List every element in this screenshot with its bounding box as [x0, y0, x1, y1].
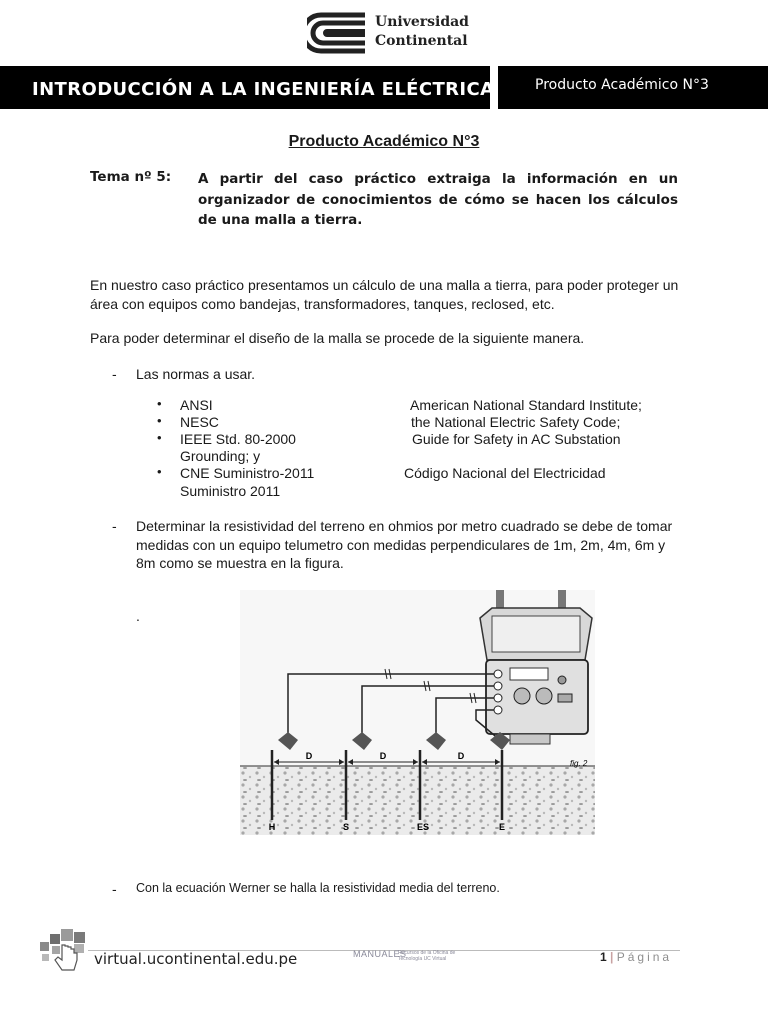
manuales-logo: MANUALES	[353, 949, 407, 959]
norm-desc: Código Nacional del Electricidad	[404, 465, 606, 481]
spacing-label: D	[305, 751, 313, 761]
telurometer-device-icon	[480, 590, 592, 744]
spacing-label: D	[457, 751, 465, 761]
footer-url-link[interactable]: virtual.ucontinental.edu.pe	[94, 950, 298, 968]
electrode-label-h: H	[268, 822, 276, 832]
page-number-value: 1	[600, 950, 607, 964]
norm-code: NESC	[180, 414, 219, 430]
stray-dot: .	[136, 608, 140, 624]
design-paragraph: Para poder determinar el diseño de la malla se procede de la siguiente manera.	[90, 330, 585, 346]
spacing-label: D	[379, 751, 387, 761]
tema-label: Tema nº 5:	[90, 169, 172, 185]
electrode-label-s: S	[342, 822, 350, 832]
normas-heading: Las normas a usar.	[136, 366, 256, 382]
intro-paragraph: En nuestro caso práctico presentamos un cálculo de una malla a tierra, para poder proteger un área con equipos como bandejas, transformadores, tanques, reclosed, etc.	[90, 277, 679, 312]
figure-caption: fig. 2	[570, 759, 588, 768]
product-banner	[498, 66, 768, 109]
university-name	[375, 13, 469, 51]
list-dash: -	[112, 518, 117, 534]
werner-paragraph: Con la ecuación Werner se halla la resistividad media del terreno.	[136, 881, 500, 895]
norm-code: IEEE Std. 80-2000	[180, 431, 296, 447]
bullet-icon: •	[157, 413, 162, 428]
electrode-label-es: ES	[416, 822, 430, 832]
bullet-icon: •	[157, 396, 162, 411]
resistividad-paragraph: Determinar la resistividad del terreno en ohmios por metro cuadrado se debe de tomar medidas con un equipo telumetro con medidas perpendiculares de 1m, 2m, 4m, 6m y 8m como se muestra en la figura.	[136, 518, 673, 571]
course-banner	[0, 66, 495, 109]
norm-desc: the National Electric Safety Code;	[411, 414, 621, 430]
page-number	[600, 950, 672, 964]
logo-line-2: Continental	[375, 33, 468, 49]
manuales-subtitle: Recursos de la Oficina de Tecnología UC Virtual	[398, 950, 456, 962]
norm-desc-continuation: Suministro 2011	[180, 483, 281, 499]
course-title: INTRODUCCIÓN A LA INGENIERÍA ELÉCTRICA	[32, 79, 495, 100]
norm-desc: American National Standard Institute;	[410, 397, 642, 413]
list-dash: -	[112, 366, 117, 382]
norm-desc-continuation: Grounding; y	[180, 448, 261, 464]
page-title: Producto Académico N°3	[288, 133, 480, 150]
logo-line-1: Universidad	[375, 14, 469, 30]
norm-code: ANSI	[180, 397, 213, 413]
norm-desc: Guide for Safety in AC Substation	[412, 431, 621, 447]
telurometer-diagram	[240, 590, 595, 835]
norm-code: CNE Suministro-2011	[180, 465, 315, 481]
tema-text: A partir del caso práctico extraiga la información en un organizador de conocimientos de cómo se hacen los cálculos de una malla a tierra.	[198, 171, 678, 228]
page-separator: |	[610, 950, 614, 964]
page-word: Página	[616, 950, 673, 964]
electrode-label-e: E	[498, 822, 506, 832]
product-label: Producto Académico N°3	[535, 77, 709, 93]
bullet-icon: •	[157, 430, 162, 445]
list-dash: -	[112, 881, 117, 897]
touch-hand-icon	[38, 928, 90, 972]
bullet-icon: •	[157, 464, 162, 479]
